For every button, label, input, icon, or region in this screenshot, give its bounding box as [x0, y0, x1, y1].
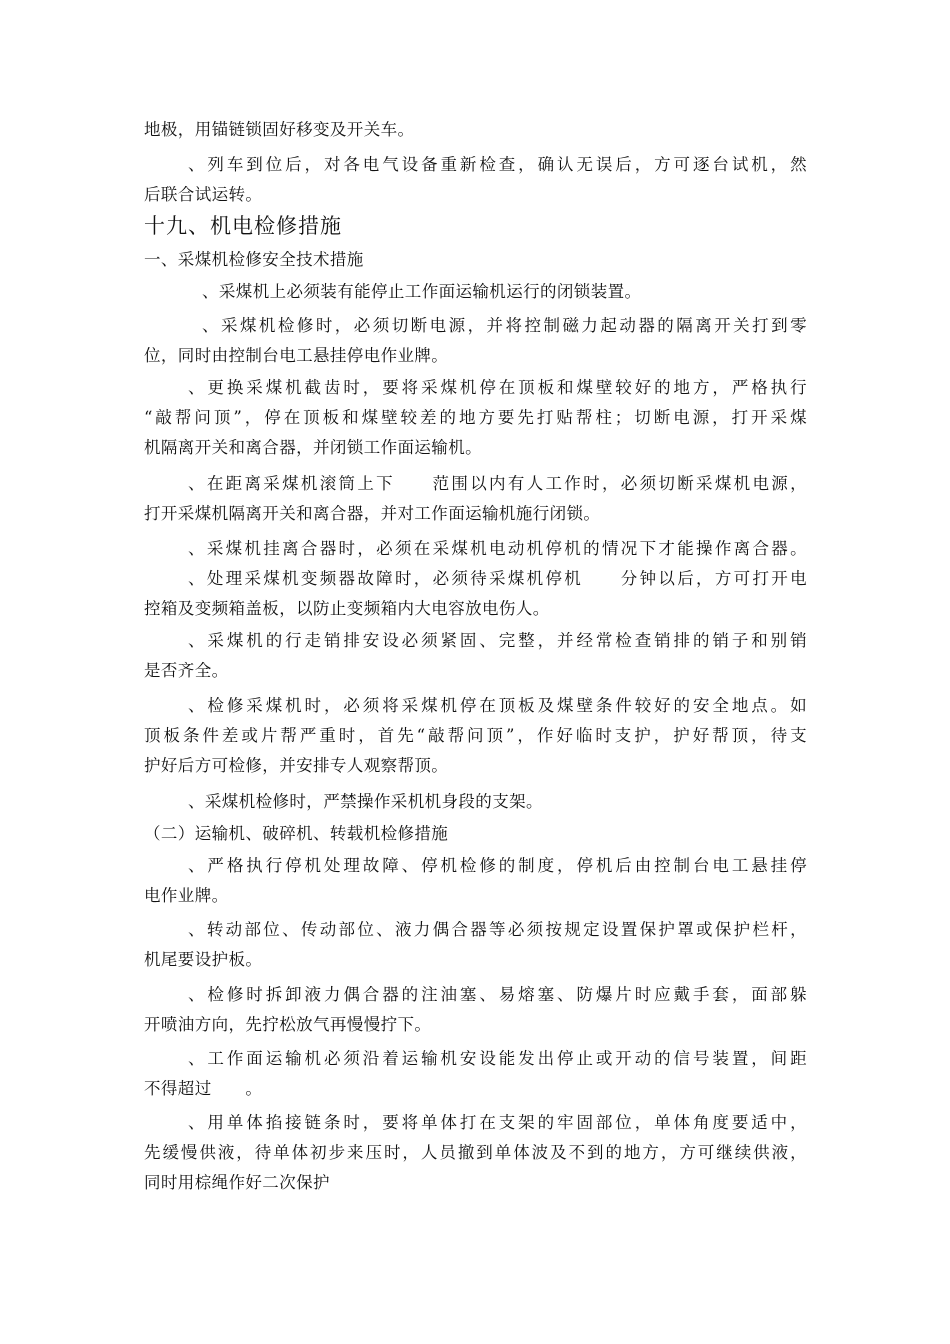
text-line: 、采煤机上必须装有能停止工作面运输机运行的闭锁装置。 [202, 282, 642, 301]
paragraph-a3 [144, 373, 807, 463]
text-line: 、在距离采煤机滚筒上下 范围以内有人工作时，必须切断采煤机电源， [188, 474, 807, 493]
text-line: 、用单体掐接链条时，要将单体打在支架的牢固部位，单体角度要适中， [188, 1113, 807, 1132]
text-line: 、转动部位、传动部位、液力偶合器等必须按规定设置保护罩或保护栏杆， [188, 920, 807, 939]
subsection-heading-1: 一、采煤机检修安全技术措施 [144, 250, 364, 269]
subsection-heading-2: （二）运输机、破碎机、转载机检修措施 [144, 824, 449, 843]
text-line: 、列车到位后，对各电气设备重新检查，确认无误后，方可逐台试机，然 [188, 155, 807, 174]
text-line: 机尾要设护板。 [144, 950, 263, 969]
text-line: 、工作面运输机必须沿着运输机安设能发出停止或开动的信号装置，间距 [188, 1049, 807, 1068]
text-line: 电作业牌。 [144, 886, 229, 905]
text-line: 、更换采煤机截齿时，要将采煤机停在顶板和煤壁较好的地方，严格执行 [188, 378, 807, 397]
text-line: 、检修采煤机时，必须将采煤机停在顶板及煤壁条件较好的安全地点。如 [188, 696, 807, 715]
paragraph-a4 [144, 469, 807, 529]
text-line: 、采煤机挂离合器时，必须在采煤机电动机停机的情况下才能操作离合器。 [188, 539, 807, 558]
text-line: 、采煤机检修时，必须切断电源，并将控制磁力起动器的隔离开关打到零 [202, 316, 807, 335]
paragraph-p1 [144, 150, 807, 210]
section-title: 十九、机电检修措施 [144, 214, 342, 238]
paragraph-a6 [144, 564, 807, 624]
paragraph-b3 [144, 980, 807, 1040]
paragraph-a8 [144, 691, 807, 781]
paragraph-a9 [144, 787, 807, 817]
text-line: 、严格执行停机处理故障、停机检修的制度，停机后由控制台电工悬挂停 [188, 856, 807, 875]
text-line: 是否齐全。 [144, 661, 229, 680]
text-line: 护好后方可检修，并安排专人观察帮顶。 [144, 756, 449, 775]
paragraph-b4 [144, 1044, 807, 1104]
text-line: 同时用棕绳作好二次保护 [144, 1173, 330, 1192]
paragraph-a2 [144, 311, 807, 371]
paragraph-b2 [144, 915, 807, 975]
text-line: 、检修时拆卸液力偶合器的注油塞、易熔塞、防爆片时应戴手套，面部躲 [188, 985, 807, 1004]
text-line: 后联合试运转。 [144, 185, 263, 204]
text-line: 、采煤机检修时，严禁操作采机机身段的支架。 [188, 792, 543, 811]
text-line: 位，同时由控制台电工悬挂停电作业牌。 [144, 346, 449, 365]
paragraph-b5 [144, 1108, 807, 1198]
text-line: 顶板条件差或片帮严重时，首先“敲帮问顶”，作好临时支护，护好帮顶，待支 [144, 726, 807, 745]
text-line: 地极，用锚链锁固好移变及开关车。 [144, 120, 415, 139]
text-line: 不得超过 。 [144, 1079, 263, 1098]
paragraph-a1 [144, 277, 807, 307]
text-line: 、采煤机的行走销排安设必须紧固、完整，并经常检查销排的销子和别销 [188, 631, 807, 650]
text-line: 控箱及变频箱盖板，以防止变频箱内大电容放电伤人。 [144, 599, 550, 618]
paragraph-a5 [144, 534, 807, 564]
text-line: 打开采煤机隔离开关和离合器，并对工作面运输机施行闭锁。 [144, 504, 601, 523]
text-line: 、处理采煤机变频器故障时，必须待采煤机停机 分钟以后，方可打开电 [188, 569, 807, 588]
paragraph-p0 [144, 115, 807, 145]
paragraph-b1 [144, 851, 807, 911]
text-line: 机隔离开关和离合器，并闭锁工作面运输机。 [144, 438, 482, 457]
paragraph-a7 [144, 626, 807, 686]
text-line: 先缓慢供液，待单体初步来压时，人员撤到单体波及不到的地方，方可继续供液， [144, 1143, 807, 1162]
text-line: “敲帮问顶”，停在顶板和煤壁较差的地方要先打贴帮柱；切断电源，打开采煤 [144, 408, 807, 427]
text-line: 开喷油方向，先拧松放气再慢慢拧下。 [144, 1015, 432, 1034]
